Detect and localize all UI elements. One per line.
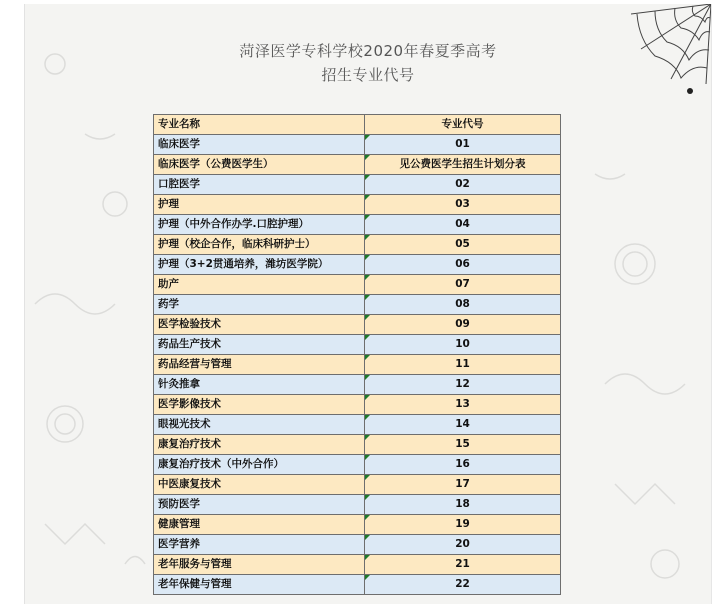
table-row	[154, 355, 561, 375]
table-row	[154, 155, 561, 175]
major-code-text: 15	[455, 438, 470, 450]
major-code-cell	[365, 155, 561, 175]
major-code-text: 02	[455, 178, 470, 190]
table-row	[154, 335, 561, 355]
cell-comment-marker-icon	[365, 515, 370, 520]
major-code-cell	[365, 535, 561, 555]
major-code-cell	[365, 135, 561, 155]
major-code-cell	[365, 395, 561, 415]
cell-comment-marker-icon	[365, 155, 370, 160]
major-code-cell	[365, 295, 561, 315]
table-row	[154, 435, 561, 455]
major-code-text: 见公费医学生招生计划分表	[399, 158, 526, 170]
major-code-cell	[365, 335, 561, 355]
table-row	[154, 135, 561, 155]
header-major-name: 专业名称	[154, 115, 365, 135]
table-row	[154, 175, 561, 195]
cell-comment-marker-icon	[365, 335, 370, 340]
major-code-text: 17	[455, 478, 470, 490]
major-code-text: 01	[455, 138, 470, 150]
cell-comment-marker-icon	[365, 395, 370, 400]
major-name-cell: 健康管理	[154, 515, 365, 535]
major-code-text: 05	[455, 238, 470, 250]
major-name-cell: 护理	[154, 195, 365, 215]
major-code-cell	[365, 495, 561, 515]
major-name-cell: 药品经营与管理	[154, 355, 365, 375]
cell-comment-marker-icon	[365, 255, 370, 260]
major-name-cell: 药品生产技术	[154, 335, 365, 355]
major-name-cell: 护理（校企合作，临床科研护士）	[154, 235, 365, 255]
major-code-cell	[365, 515, 561, 535]
major-name-cell: 药学	[154, 295, 365, 315]
table-row	[154, 275, 561, 295]
header-major-code: 专业代号	[365, 115, 561, 135]
cell-comment-marker-icon	[365, 535, 370, 540]
major-code-text: 13	[455, 398, 470, 410]
major-code-cell	[365, 215, 561, 235]
major-name-cell: 眼视光技术	[154, 415, 365, 435]
major-name-cell: 医学营养	[154, 535, 365, 555]
major-code-text: 07	[455, 278, 470, 290]
major-name-cell: 临床医学	[154, 135, 365, 155]
major-code-text: 16	[455, 458, 470, 470]
table-row	[154, 555, 561, 575]
major-code-cell	[365, 315, 561, 335]
major-code-text: 08	[455, 298, 470, 310]
major-code-text: 12	[455, 378, 470, 390]
table-row	[154, 455, 561, 475]
major-name-cell: 中医康复技术	[154, 475, 365, 495]
major-code-text: 20	[455, 538, 470, 550]
spider-icon	[687, 88, 693, 94]
major-code-cell	[365, 195, 561, 215]
major-code-cell	[365, 175, 561, 195]
cell-comment-marker-icon	[365, 135, 370, 140]
table-row	[154, 495, 561, 515]
major-code-text: 14	[455, 418, 470, 430]
table-row	[154, 215, 561, 235]
table-row	[154, 535, 561, 555]
cell-comment-marker-icon	[365, 375, 370, 380]
table-row	[154, 235, 561, 255]
page-subtitle: 招生专业代号	[321, 66, 415, 84]
major-name-cell: 针灸推拿	[154, 375, 365, 395]
major-code-table	[153, 114, 561, 595]
cell-comment-marker-icon	[365, 415, 370, 420]
major-code-cell	[365, 435, 561, 455]
major-code-text: 11	[455, 358, 470, 370]
major-code-text: 18	[455, 498, 470, 510]
page-background	[24, 4, 712, 604]
major-name-cell: 医学检验技术	[154, 315, 365, 335]
major-code-text: 19	[455, 518, 470, 530]
major-code-cell	[365, 235, 561, 255]
major-code-cell	[365, 575, 561, 595]
table-row	[154, 395, 561, 415]
cell-comment-marker-icon	[365, 195, 370, 200]
table-row	[154, 515, 561, 535]
major-code-cell	[365, 475, 561, 495]
major-code-cell	[365, 275, 561, 295]
major-code-text: 04	[455, 218, 470, 230]
cell-comment-marker-icon	[365, 275, 370, 280]
table-row	[154, 255, 561, 275]
major-name-cell: 口腔医学	[154, 175, 365, 195]
table-row	[154, 575, 561, 595]
page-title: 菏泽医学专科学校2020年春夏季高考	[239, 42, 497, 60]
major-name-cell: 助产	[154, 275, 365, 295]
major-code-text: 09	[455, 318, 470, 330]
cell-comment-marker-icon	[365, 435, 370, 440]
cell-comment-marker-icon	[365, 175, 370, 180]
cell-comment-marker-icon	[365, 355, 370, 360]
major-name-cell: 临床医学（公费医学生）	[154, 155, 365, 175]
major-name-cell: 预防医学	[154, 495, 365, 515]
major-code-text: 03	[455, 198, 470, 210]
major-name-cell: 老年服务与管理	[154, 555, 365, 575]
major-code-cell	[365, 415, 561, 435]
cell-comment-marker-icon	[365, 455, 370, 460]
major-code-cell	[365, 555, 561, 575]
cell-comment-marker-icon	[365, 575, 370, 580]
major-code-cell	[365, 455, 561, 475]
table-row	[154, 375, 561, 395]
table-row	[154, 315, 561, 335]
table-row	[154, 475, 561, 495]
table-header-row	[154, 115, 561, 135]
table-row	[154, 195, 561, 215]
major-name-cell: 医学影像技术	[154, 395, 365, 415]
major-name-cell: 康复治疗技术	[154, 435, 365, 455]
major-name-cell: 护理（中外合作办学.口腔护理）	[154, 215, 365, 235]
table-body	[154, 135, 561, 595]
major-code-text: 10	[455, 338, 470, 350]
cell-comment-marker-icon	[365, 215, 370, 220]
cell-comment-marker-icon	[365, 315, 370, 320]
cell-comment-marker-icon	[365, 555, 370, 560]
cell-comment-marker-icon	[365, 475, 370, 480]
major-name-cell: 护理（3+2贯通培养，潍坊医学院）	[154, 255, 365, 275]
major-code-text: 22	[455, 578, 470, 590]
table-row	[154, 415, 561, 435]
cell-comment-marker-icon	[365, 235, 370, 240]
major-name-cell: 康复治疗技术（中外合作）	[154, 455, 365, 475]
major-code-text: 06	[455, 258, 470, 270]
table-row	[154, 295, 561, 315]
cell-comment-marker-icon	[365, 495, 370, 500]
cell-comment-marker-icon	[365, 295, 370, 300]
major-code-cell	[365, 375, 561, 395]
major-code-text: 21	[455, 558, 470, 570]
major-code-cell	[365, 355, 561, 375]
major-name-cell: 老年保健与管理	[154, 575, 365, 595]
major-code-cell	[365, 255, 561, 275]
